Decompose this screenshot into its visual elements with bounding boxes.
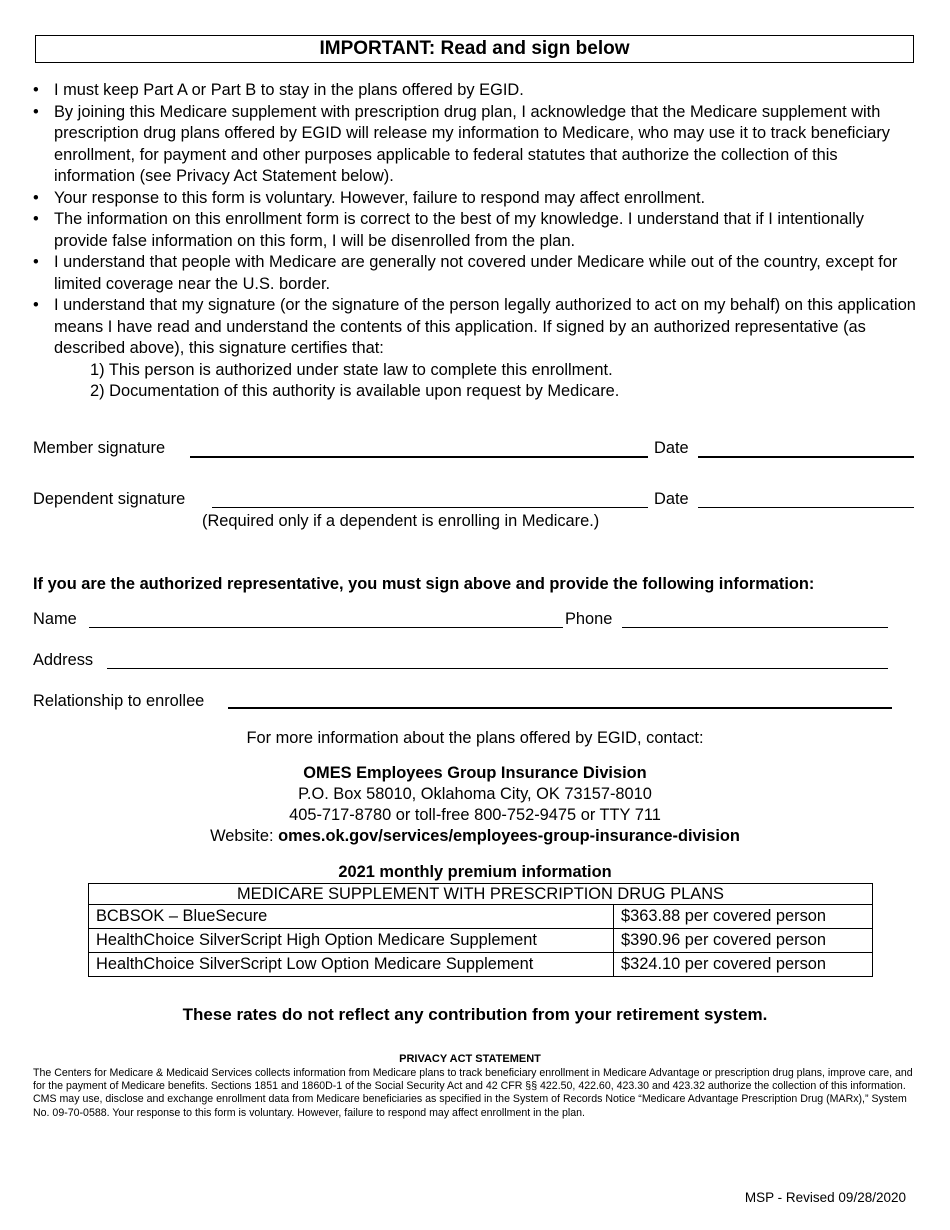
- dependent-date-label: Date: [654, 490, 689, 508]
- contact-organization: OMES Employees Group Insurance Division: [303, 764, 647, 782]
- address-field[interactable]: [107, 668, 888, 669]
- bullet-icon: •: [33, 81, 39, 99]
- plan-rate: $363.88 per covered person: [614, 905, 873, 929]
- member-date-field[interactable]: [698, 456, 914, 458]
- bullet-icon: •: [33, 296, 39, 314]
- address-label: Address: [33, 651, 94, 669]
- contact-intro: For more information about the plans offered by EGID, contact:: [246, 729, 704, 747]
- dependent-signature-field[interactable]: [212, 507, 648, 508]
- table-row: [89, 953, 873, 977]
- website-label: Website:: [210, 827, 279, 845]
- website-link[interactable]: omes.ok.gov/services/employees-group-insurance-division: [278, 827, 740, 845]
- table-row: [89, 929, 873, 953]
- representative-heading: If you are the authorized representative, you must sign above and provide the following information:: [33, 575, 815, 593]
- phone-label: Phone: [565, 610, 613, 628]
- page-title: IMPORTANT: Read and sign below: [35, 35, 914, 63]
- revision-footer: MSP - Revised 09/28/2020: [744, 1190, 906, 1205]
- contact-website-line: [0, 826, 950, 847]
- plan-name: HealthChoice SilverScript Low Option Medicare Supplement: [89, 953, 614, 977]
- relationship-label: Relationship to enrollee: [33, 692, 205, 710]
- premium-table: [88, 883, 873, 977]
- premium-title: 2021 monthly premium information: [338, 863, 612, 881]
- plan-rate: $324.10 per covered person: [614, 953, 873, 977]
- relationship-field[interactable]: [228, 707, 892, 709]
- list-item: • I understand that my signature (or the signature of the person legally authorized to act on my behalf) on this application means I have read and understand the contents of this application. If signed by an authorized representative (as described above), this signature certifies that: 1) This person is authorized under state law to complete this enrollment. 2) Documentation of this authority is available upon request by Medicare.: [33, 295, 918, 403]
- contact-phone: 405-717-8780 or toll-free 800-752-9475 or TTY 711: [289, 806, 661, 824]
- list-item: • The information on this enrollment form is correct to the best of my knowledge. I understand that if I intentionally provide false information on this form, I will be disenrolled from the plan.: [33, 210, 864, 250]
- bullet-icon: •: [33, 210, 39, 228]
- acknowledgement-list: [33, 80, 918, 403]
- table-header-row: [89, 884, 873, 905]
- list-item: • By joining this Medicare supplement with prescription drug plan, I acknowledge that the Medicare supplement with prescription drug plans offered by EGID will release my information to Medicare, who may use it to track beneficiary enrollment, for payment and other purposes applicable to federal statutes that authorize the collection of this information (see Privacy Act Statement below).: [33, 102, 890, 185]
- list-item: • Your response to this form is voluntary. However, failure to respond may affect enrollment.: [33, 188, 918, 210]
- sub-item: 2) Documentation of this authority is available upon request by Medicare.: [90, 382, 620, 400]
- list-item: • I must keep Part A or Part B to stay in the plans offered by EGID.: [33, 80, 918, 102]
- member-date-label: Date: [654, 439, 689, 457]
- privacy-text: The Centers for Medicare & Medicaid Services collects information from Medicare plans to track beneficiary enrollment in Medicare Advantage or prescription drug plans, improve care, and for the payment of Medicare benefits. Sections 1851 and 1860D-1 of the Social Security Act and 42 CFR §§ 422.50, 422.60, 423.30 and 423.32 authorize the collection of this information. CMS may use, disclose and exchange enrollment data from Medicare beneficiaries as specified in the System of Records Notice “Medicare Advantage Prescription Drug (MARx),” System No. 09-70-0588. Your response to this form is voluntary. However, failure to respond may affect enrollment in the plan.: [33, 1067, 913, 1119]
- rates-disclaimer: These rates do not reflect any contribution from your retirement system.: [182, 1005, 768, 1024]
- member-signature-label: Member signature: [33, 439, 166, 457]
- list-item: • I understand that people with Medicare are generally not covered under Medicare while out of the country, except for limited coverage near the U.S. border.: [33, 253, 898, 293]
- dependent-signature-label: Dependent signature: [33, 490, 186, 508]
- member-signature-field[interactable]: [190, 456, 648, 458]
- bullet-icon: •: [33, 102, 39, 121]
- bullet-icon: •: [33, 188, 39, 207]
- contact-address: P.O. Box 58010, Oklahoma City, OK 73157-8010: [298, 785, 652, 803]
- dependent-note: (Required only if a dependent is enrolling in Medicare.): [202, 512, 600, 530]
- name-label: Name: [33, 610, 77, 628]
- sub-item: 1) This person is authorized under state law to complete this enrollment.: [90, 360, 613, 379]
- dependent-date-field[interactable]: [698, 507, 914, 508]
- privacy-title: PRIVACY ACT STATEMENT: [399, 1053, 541, 1065]
- name-field[interactable]: [89, 627, 563, 628]
- table-row: [89, 905, 873, 929]
- plan-name: HealthChoice SilverScript High Option Medicare Supplement: [89, 929, 614, 953]
- bullet-icon: •: [33, 253, 39, 271]
- plan-name: BCBSOK – BlueSecure: [89, 905, 614, 929]
- table-header: MEDICARE SUPPLEMENT WITH PRESCRIPTION DRUG PLANS: [89, 884, 873, 905]
- plan-rate: $390.96 per covered person: [614, 929, 873, 953]
- phone-field[interactable]: [622, 627, 888, 628]
